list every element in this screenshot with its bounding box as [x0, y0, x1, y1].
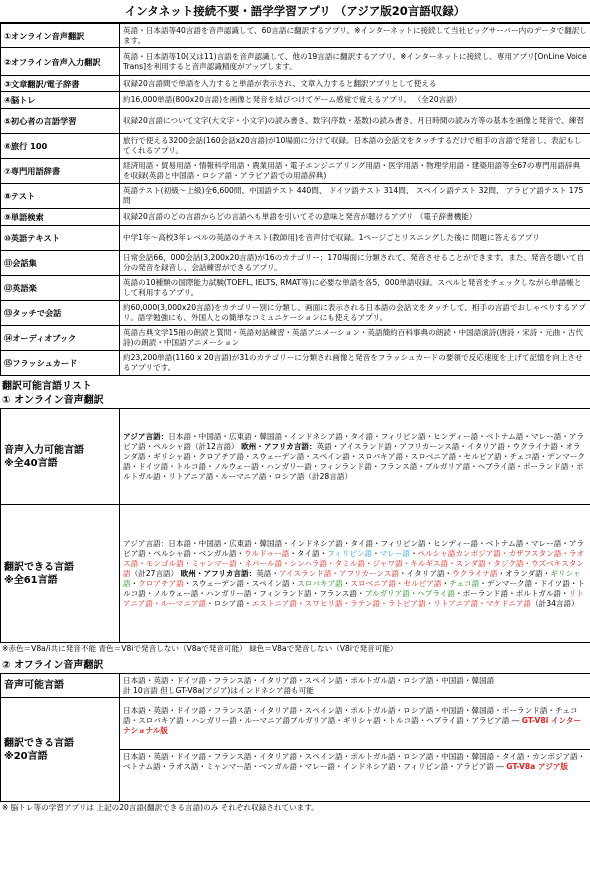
- feature-description: 収録20言語のどの言語からどの言語へも単語を引いてその意味と発音が聴けるアプリ （電子辞書機能）: [120, 209, 590, 226]
- feature-description: 経済用語・貿易用語・情報科学用語・農業用語・電子エンジニアリング用語・医学用語・物理学用語・建築用語等全67の専門用語辞典を収録(英語と中国語・ロシア語・アラビア語での用語辞典): [120, 159, 590, 184]
- euro-trans-red: スロベニア語・セルビア語: [350, 578, 442, 588]
- feature-row: [1, 184, 590, 209]
- feature-label: ⑨単語検索: [1, 209, 120, 226]
- euro-trans-text: ・: [130, 578, 139, 588]
- asia-trans-text: ・: [410, 548, 418, 558]
- euro-trans-total: （計34言語）: [531, 598, 579, 608]
- asia-trans-text: ・: [372, 548, 380, 558]
- v8i-block: [120, 704, 590, 750]
- offline-heading: ② オフライン音声翻訳: [2, 660, 104, 671]
- euro-trans-text: 英語・: [256, 568, 279, 578]
- feature-row: [1, 226, 590, 251]
- euro-trans-text: ・: [441, 578, 450, 588]
- euro-trans-green: スロバキア語: [297, 578, 343, 588]
- feature-label: ⑭オーディオブック: [1, 326, 120, 351]
- feature-row: [1, 159, 590, 184]
- v8a-block: [120, 750, 590, 796]
- offline-voice-label: 音声可能言語: [1, 674, 120, 698]
- asia-trans-text: ・タイ語・: [289, 548, 328, 558]
- offline-trans-languages: [120, 698, 590, 802]
- feature-description: 英語の10種類の国際能力試験(TOEFL, IELTS, RMAT等)に必要な単語を各5，000単語収録。スペルと発音をチェックしながら単語帳として利用するアプリ。: [120, 276, 590, 301]
- euro-trans-green: チェコ語: [449, 578, 480, 588]
- offline-trans-label-cell: [1, 698, 120, 802]
- euro-trans-text: ・スウェーデン語・スペイン語・: [183, 578, 298, 588]
- feature-row: [1, 76, 590, 92]
- feature-label: ⑦専門用語辞書: [1, 159, 120, 184]
- offline-voice-list: 日本語・英語・ドイツ語・フランス語・イタリア語・スペイン語・ポルトガル語・ロシア語・中国語・韓国語: [123, 675, 495, 685]
- euro-trans-text: ・オランダ語・: [497, 568, 551, 578]
- feature-row: [1, 326, 590, 351]
- feature-row: [1, 301, 590, 326]
- feature-label: ⑮フラッシュカード: [1, 351, 120, 376]
- feature-description: 約23,200単語(1160 x 20言語)が31のカテゴリーに分類され画像と発音をフラッシュカードの要領で反応速度を上げて記憶を向上させるアプリです。: [120, 351, 590, 376]
- feature-row: [1, 276, 590, 301]
- euro-trans-red: ウクライナ語: [452, 568, 498, 578]
- feature-row: [1, 48, 590, 76]
- feature-label: ①オンライン音声翻訳: [1, 24, 120, 48]
- asia-trans-text: アジア言語：日本語・中国語・広東語・韓国語・インドネシア語・タイ語・フィリピン語・ヒンディー語・ベトナム語・マレー語・アラビア語・ペルシャ語・ベンガル語・: [123, 538, 585, 558]
- online-input-count: ※全40言語: [4, 457, 58, 469]
- euro-trans-green: ギリシャ語: [123, 568, 581, 588]
- feature-row: [1, 134, 590, 159]
- feature-label: ②オフライン音声入力翻訳: [1, 48, 120, 76]
- euro-trans-text: ・ポーランド語・ポルトガル語・: [454, 588, 569, 598]
- asia-trans-blue-b: マレー語: [379, 548, 411, 558]
- feature-row: [1, 251, 590, 276]
- euro-trans-text: ・デンマーク語・ドイツ語・トルコ語・ノルウェー語・ハンガリー語・フィンランド語・フランス語・: [123, 578, 586, 598]
- online-trans-languages: [120, 505, 590, 643]
- euro-trans-text: ・: [342, 578, 351, 588]
- euro-trans-red: エストニア語・スワヒリ語・ラテン語・ラトビア語・リトアニア語・マケドニア語: [251, 598, 532, 608]
- online-input-label: 音声入力可能言語: [4, 444, 84, 456]
- euro-trans-label: 欧州・アフリカ言語：: [180, 568, 257, 578]
- feature-description: 英語古典文学15冊の朗読と質問・英語対話練習・英語アニメーション・英語簡約百科事典の朗読・中国語演詩(唐詩・宋詩・元曲・古代詩)の朗読・中国語アニメーション: [120, 326, 590, 351]
- feature-label: ⑧テスト: [1, 184, 120, 209]
- color-legend-note: ※赤色＝V8a/i共に発音不能 青色＝V8iで発音しない（V8aで発音可能） 緑色＝V8aで発音しない（V8iで発音可能）: [2, 644, 398, 653]
- feature-description: 日常会話66，000会話(3,200x20言語)が16のカテゴリー；170場面に分類されて、発音させることができます。また、発音を聴いて自分の発音を録音し、会話練習ができるアプリ。: [120, 251, 590, 276]
- footer-note: ※ 脳トレ等の学習アプリは 上記の20言語(翻訳できる言語)のみ それぞれ収録されています。: [2, 803, 319, 812]
- asia-trans-blue-a: フィリピン語: [327, 548, 373, 558]
- asia-trans-red-a: ウルドゥー語: [244, 548, 290, 558]
- asia-trans-red-c: カンボジア語・カザフスタン語・ラオス語・モンゴル語・ミャンマー語・ネパール語・シンハラ語・タミル語・ジャワ語・キルギス語・スンダ語・タジク語・ウズベキスタン語: [123, 548, 585, 578]
- feature-description: 中学1年～高校3年レベルの英語のテキスト(教師用)を音声付で収録。1ページごとリスニングした後に 問題に答えるアプリ: [120, 226, 590, 251]
- feature-description: 英語・日本語等10(又は11)言語を音声認識して、他の19言語に翻訳するアプリ。※インターネットに接続し、専用アプリ[OnLine Voice Trans]を利用すると音声認識精度がアップします。: [120, 48, 590, 76]
- online-input-label-cell: [1, 409, 120, 505]
- offline-voice-languages: [120, 674, 590, 698]
- feature-label: ⑪会話集: [1, 251, 120, 276]
- offline-trans-count: ※20言語: [4, 750, 48, 762]
- feature-row: [1, 92, 590, 109]
- offline-language-table: [0, 673, 590, 802]
- feature-label: ④脳トレ: [1, 92, 120, 109]
- feature-label: ⑤初心者の言語学習: [1, 109, 120, 134]
- v8a-product-name: GT-V8a アジア版: [506, 761, 568, 771]
- v8i-languages: 日本語・英語・ドイツ語・フランス語・イタリア語・スペイン語・ポルトガル語・ロシア語・中国語・韓国語・ポーランド語・チェコ語・スロバキア語・ハンガリー語・ルーマニア語ブルガリア語・ギリシャ語・トルコ語・ヘブライ語・アラビア語 ―: [123, 705, 578, 725]
- online-input-languages: [120, 409, 590, 505]
- feature-label: ⑩英語テキスト: [1, 226, 120, 251]
- feature-table: [0, 23, 590, 376]
- euro-input-list: 英語・アイスランド語・アフリカーンス語・イタリア語・ウクライナ語・オランダ語・ギリシャ語・クロアチア語・スウェーデン語・スペイン語・スロバキア語・スロベニア語・セルビア語・チェコ語・デンマーク語・ドイツ語・トルコ語・ノルウェー語・ハンガリー語・フィンランド語・フランス語・ブルガリア語・ヘブライ語・ポーランド語・ポルトガル語・リトアニア語・ルーマニア語・ロシア語（計28言語）: [123, 441, 585, 481]
- feature-description: 旅行で使える3200会話(160会話x20言語)が10場面に分けて収録。日本語の会話文をタッチするだけで相手の言語で発音し、表記もしてくれるアプリ。: [120, 134, 590, 159]
- asia-group-label: アジア言語：: [123, 431, 169, 441]
- euro-trans-red: リトアニア語・ルーマニア語: [123, 588, 584, 608]
- euro-trans-text: ・ロシア語・: [206, 598, 252, 608]
- asia-trans-red-b: ペルシャ語: [417, 548, 456, 558]
- offline-voice-total: 計 10言語 但しGT-V8a(アジア)はインドネシア語も可能: [123, 685, 314, 695]
- feature-row: [1, 109, 590, 134]
- feature-label: ⑬タッチで会話: [1, 301, 120, 326]
- online-language-table: [0, 408, 590, 643]
- feature-description: 英語テスト(初級～上級)全6,600問、中国語テスト 440問、 ドイツ語テスト 314問、 スペイン語テスト 32問、 アラビア語テスト 175問: [120, 184, 590, 209]
- euro-group-label: 欧州・アフリカ言語：: [241, 441, 317, 451]
- euro-trans-green: ブルガリア語・ヘブライ語: [364, 588, 455, 598]
- asia-input-list: 日本語・中国語・広東語・韓国語・インドネシア語・タイ語・フィリピン語・ヒンディー語・ベトナム語・マレー語・アラビア語・ペルシャ語（計12言語）: [123, 431, 585, 451]
- feature-row: [1, 351, 590, 376]
- v8a-languages: 日本語・英語・ドイツ語・フランス語・イタリア語・スペイン語・ポルトガル語・ロシア語・中国語・韓国語・タイ語・カンボジア語・ベトナム語・ラオス語・ミャンマー語・ベンガル語・マレー語・インドネシア語・フィリピン語・アラビア語 ―: [123, 751, 586, 771]
- euro-trans-red: アイスランド語・アフリカーンス語: [279, 568, 399, 578]
- offline-trans-label: 翻訳できる言語: [4, 737, 74, 749]
- feature-description: 収録20言語について文字(大文字・小文字)の読み書き、数字(序数・基数)の読み書き、月日時間の読み方等の基本を画像と発音で、練習: [120, 109, 590, 134]
- asia-trans-total: （計27言語）: [130, 568, 179, 578]
- feature-row: [1, 209, 590, 226]
- online-trans-count: ※全61言語: [4, 574, 58, 586]
- feature-description: 約60,000(3,000x20言語)をカテゴリー別に分類し、画面に表示される日本語の会話文をタッチして、相手の言語でおしゃべりするアプリ。語学勉強にも、外国人との簡単なコミュニケーションにも使えるアプリ。: [120, 301, 590, 326]
- feature-row: [1, 24, 590, 48]
- page-title: インタネット接続不要・語学学習アプリ （アジア版20言語収録）: [0, 0, 590, 23]
- feature-description: 収録20言語間で単語を入力すると単語が表示され、文章入力すると翻訳アプリとして使える: [120, 76, 590, 92]
- language-list-title: 翻訳可能言語リスト: [2, 381, 92, 392]
- feature-label: ⑥旅行 100: [1, 134, 120, 159]
- feature-label: ③文章翻訳/電子辞書: [1, 76, 120, 92]
- online-trans-label: 翻訳できる言語: [4, 561, 74, 573]
- online-heading: ① オンライン音声翻訳: [2, 395, 104, 406]
- feature-label: ⑫英語楽: [1, 276, 120, 301]
- euro-trans-text: ・イタリア語・: [398, 568, 453, 578]
- feature-description: 英語・日本語等40言語を音声認識して、60言語に翻訳するアプリ。※インターネットに接続して当社ビッグサーバー内のデータで翻訳します。: [120, 24, 590, 48]
- v8i-product-name: GT-V8i インターナショナル版: [123, 715, 582, 735]
- feature-description: 約16,000単語(800x20言語)を画像と発音を結びつけてゲーム感覚で覚えるアプリ。 （全20言語）: [120, 92, 590, 109]
- online-trans-label-cell: [1, 505, 120, 643]
- euro-trans-red: クロアチア語: [138, 578, 184, 588]
